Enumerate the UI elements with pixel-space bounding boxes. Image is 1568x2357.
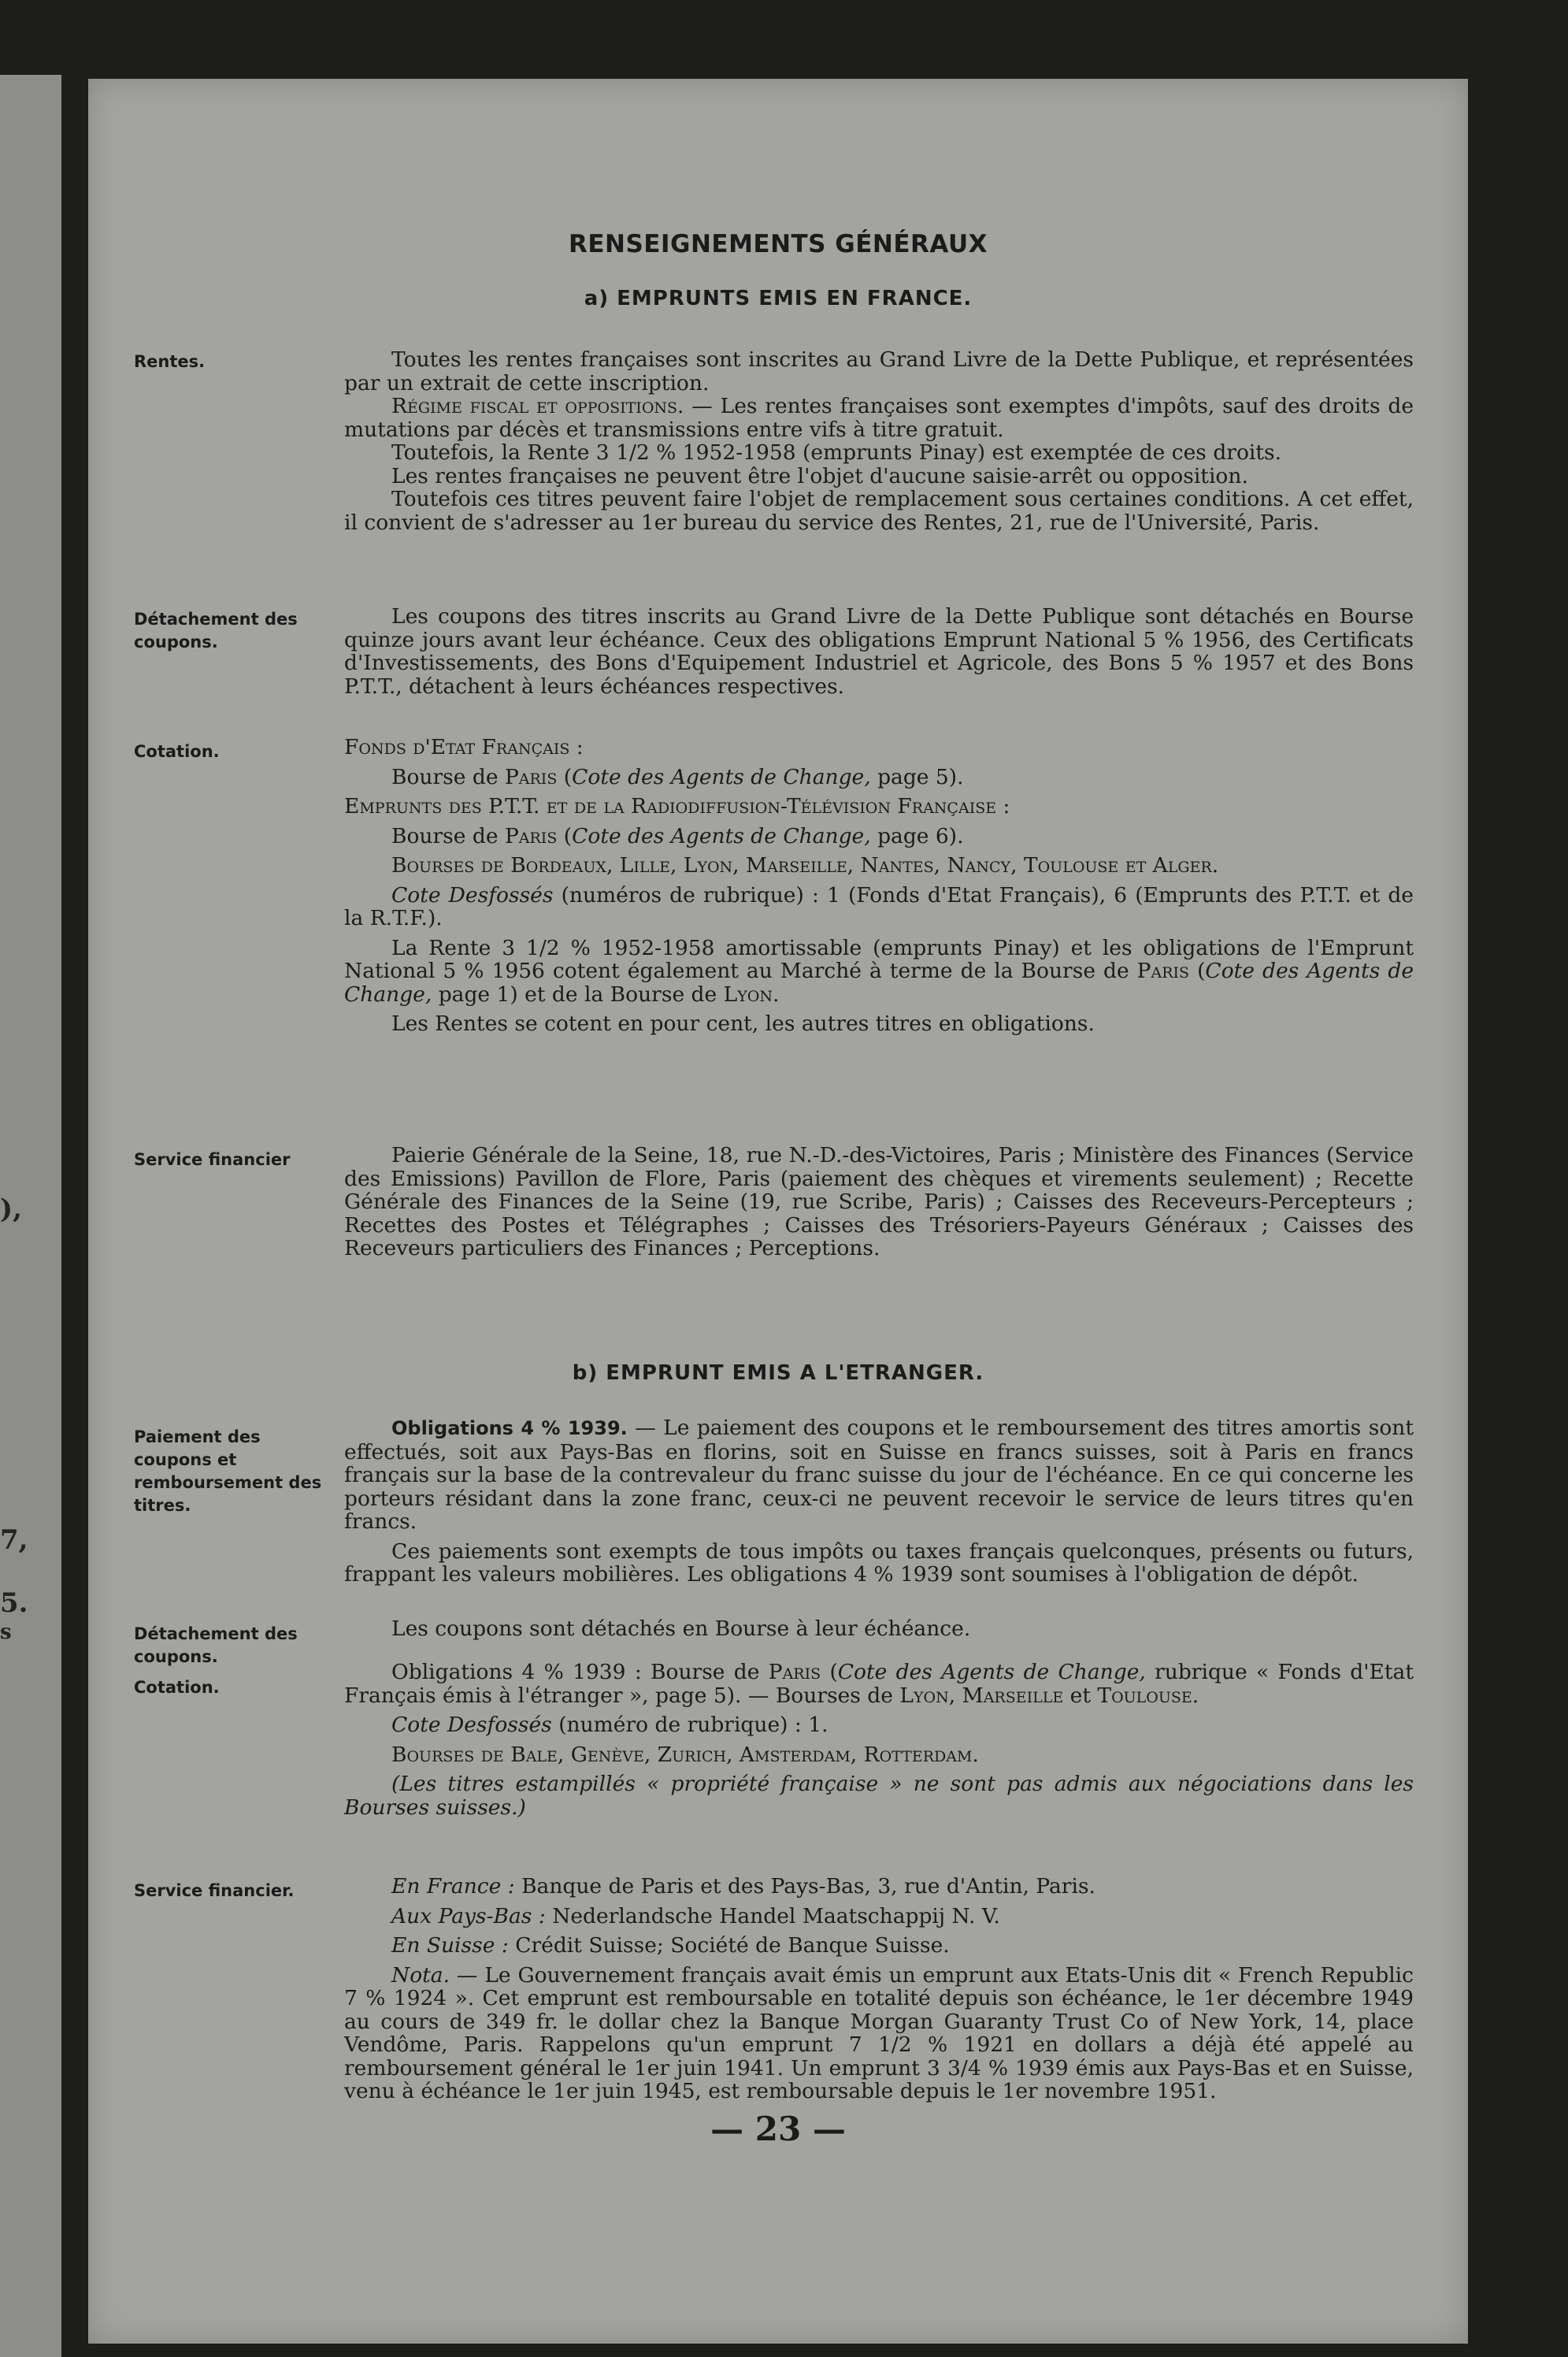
text-run: Crédit Suisse; Société de Banque Suisse. bbox=[508, 1933, 950, 1958]
margin-label-paiement: Paiement des coupons et remboursement des titres. bbox=[134, 1427, 322, 1515]
adjacent-page-fragment: s bbox=[0, 1620, 12, 1644]
paragraph: Paierie Générale de la Seine, 18, rue N.-D.-des-Victoires, Paris ; Ministère des Finances (Service des Emissions) Pavillon de Flore, Paris (paiement des chèques et virements seulement) ; Recette Générale des Finances de la Seine (19, rue Scribe, Paris) ; Caisses des Receveurs-Percepteurs ; Recettes des Postes et Télégraphes ; Caisses des Trésoriers-Payeurs Généraux ; Caisses des Receveurs particuliers des Finances ; Perceptions. bbox=[344, 1143, 1414, 1260]
text-run: rubrique « Fonds d'Etat Français émis à l'étranger », page 5). — Bourses de bbox=[344, 1660, 1414, 1708]
adjacent-page-fragment: ), bbox=[0, 1193, 22, 1225]
text-run: Banque de Paris et des Pays-Bas, 3, rue d'Antin, Paris. bbox=[514, 1874, 1095, 1899]
text-run: Toulouse. bbox=[1097, 1683, 1199, 1708]
text-run: Lyon, bbox=[899, 1683, 956, 1708]
text-run: Lyon. bbox=[723, 982, 780, 1007]
text-run: En Suisse : bbox=[391, 1933, 509, 1958]
page-title: RENSEIGNEMENTS GÉNÉRAUX bbox=[568, 230, 988, 258]
margin-label-detachement-b: Détachement des coupons. bbox=[134, 1624, 298, 1666]
text-run: — Le Gouvernement français avait émis un emprunt aux Etats-Unis dit « French Republic 7 % 1924 ». Cet emprunt est remboursable en totalité depuis son échéance, le 1er décembre 1949 au cours de 349 fr. le dollar chez la Banque Morgan Guaranty Trust Co of New York, 14, place Vendôme, Paris. Rappelons qu'un emprunt 7 1/2 % 1921 en dollars a déjà été appelé au remboursement général le 1er juin 1941. Un emprunt 3 3/4 % 1939 émis aux Pays-Bas et en Suisse, venu à échéance le 1er juin 1945, est remboursable depuis le 1er novembre 1951. bbox=[344, 1962, 1414, 2103]
text-run: Paris bbox=[768, 1660, 821, 1684]
paragraph: (Les titres estampillés « propriété française » ne sont pas admis aux négociations dans les Bourses suisses.) bbox=[344, 1772, 1414, 1820]
text-run: et bbox=[1063, 1683, 1098, 1708]
detachement-b-section bbox=[344, 1617, 1414, 1641]
text-run: (numéros de rubrique) : 1 (Fonds d'Etat Français), 6 (Emprunts des P.T.T. et de la R.T.F.). bbox=[344, 882, 1414, 930]
text-run: Aux Pays-Bas : bbox=[391, 1903, 546, 1928]
text-run: Cote des Agents de Change, bbox=[837, 1660, 1146, 1684]
text-run: Cote Desfossés bbox=[391, 1713, 552, 1737]
text-run: Cote Desfossés bbox=[391, 882, 554, 908]
margin-label-detachement: Détachement des coupons. bbox=[134, 610, 298, 651]
paragraph: Bourses de Bale, Genève, Zurich, Amsterdam, Rotterdam. bbox=[391, 1742, 979, 1767]
section-heading-b: b) EMPRUNT EMIS A L'ETRANGER. bbox=[572, 1361, 984, 1385]
paragraph: Bourses de Bordeaux, Lille, Lyon, Marseille, Nantes, Nancy, Toulouse et Alger. bbox=[391, 853, 1219, 878]
paiement-section bbox=[344, 1416, 1414, 1587]
margin-label-rentes: Rentes. bbox=[134, 352, 206, 371]
paragraph: Les coupons des titres inscrits au Grand Livre de la Dette Publique sont détachés en Bourse quinze jours avant leur échéance. Ceux des obligations Emprunt National 5 % 1956, des Certificats d'Investissements, des Bons d'Equipement Industriel et Agricole, des Bons 5 % 1957 et des Bons P.T.T., détachent à leurs échéances respectives. bbox=[344, 604, 1414, 699]
document-page bbox=[88, 79, 1468, 2344]
adjacent-page-strip bbox=[0, 75, 61, 2357]
section-heading-a: a) EMPRUNTS EMIS EN FRANCE. bbox=[584, 287, 973, 310]
margin-label-cotation: Cotation. bbox=[134, 742, 220, 761]
paragraph: Les Rentes se cotent en pour cent, les autres titres en obligations. bbox=[391, 1011, 1095, 1036]
text-run: page 5). bbox=[870, 764, 964, 789]
text-run: — Le paiement des coupons et le remboursement des titres amortis sont effectués, soit aux Pays-Bas en florins, soit en Suisse en francs suisses, soit à Paris en francs français sur la base de la contrevaleur du franc suisse du jour de l'échéance. En ce qui concerne les porteurs résidant dans la zone franc, ceux-ci ne peuvent recevoir le service de leurs titres qu'en francs. bbox=[344, 1416, 1414, 1534]
text-run: Nota. bbox=[391, 1962, 450, 1988]
paragraph: Toutefois, la Rente 3 1/2 % 1952-1958 (emprunts Pinay) est exemptée de ces droits. bbox=[391, 440, 1282, 465]
adjacent-page-fragment: 5. bbox=[0, 1587, 28, 1619]
text-run: Obligations 4 % 1939 : Bourse de bbox=[391, 1660, 769, 1684]
text-run: page 1) et de la Bourse de bbox=[432, 982, 724, 1007]
detachement-section bbox=[344, 605, 1414, 698]
text-run: La Rente 3 1/2 % 1952-1958 amortissable (emprunts Pinay) et les obligations de l'Emprunt National 5 % 1956 cotent également au Marché à terme de la Bourse de bbox=[344, 935, 1414, 983]
subheading: Fonds d'Etat Français : bbox=[344, 735, 584, 759]
text-run: Paris bbox=[504, 823, 558, 848]
text-run: Bourse de bbox=[391, 823, 505, 848]
paragraph: Toutefois ces titres peuvent faire l'objet de remplacement sous certaines conditions. A cet effet, il convient de s'adresser au 1er bureau du service des Rentes, 21, rue de l'Université, Paris. bbox=[344, 487, 1414, 535]
paragraph: Toutes les rentes françaises sont inscrites au Grand Livre de la Dette Publique, et représentées par un extrait de cette inscription. bbox=[344, 347, 1414, 395]
subheading: Emprunts des P.T.T. et de la Radiodiffusion-Télévision Française : bbox=[344, 794, 1010, 818]
text-run: (numéro de rubrique) : 1. bbox=[551, 1713, 828, 1737]
run-in-heading: Régime fiscal et oppositions. bbox=[391, 394, 684, 418]
service-financier-section bbox=[344, 1144, 1414, 1260]
paragraph: Ces paiements sont exempts de tous impôts ou taxes français quelconques, présents ou futurs, frappant les valeurs mobilières. Les obligations 4 % 1939 sont soumises à l'obligation de dépôt. bbox=[344, 1539, 1414, 1587]
text-run: Cote des Agents de Change, bbox=[572, 823, 871, 848]
adjacent-page-fragment: 7, bbox=[0, 1524, 28, 1556]
text-run: Nederlandsche Handel Maatschappij N. V. bbox=[545, 1903, 1000, 1928]
margin-label-service-financier: Service financier bbox=[134, 1150, 291, 1169]
rentes-section bbox=[344, 348, 1414, 534]
text-run: Cote des Agents de Change, bbox=[344, 959, 1414, 1007]
paragraph: — Les rentes françaises sont exemptes d'impôts, sauf des droits de mutations par décès et transmissions entre vifs à titre gratuit. bbox=[344, 394, 1414, 442]
page-number: — 23 — bbox=[710, 2110, 846, 2148]
service-financier-b-section bbox=[344, 1875, 1414, 2103]
paragraph: Les rentes françaises ne peuvent être l'objet d'aucune saisie-arrêt ou opposition. bbox=[391, 463, 1248, 488]
cotation-section: Fonds d'Etat Français : Bourse de Paris (Cote des Agents de Change, page 5). Emprunts des P.T.T. et de la Radiodiffusion-Télévision Française : Bourse de Paris (Cote des Agents de Change, page 6). Bourses de Bordeaux, Lille, Lyon, Marseille, Nantes, Nancy, Toulouse et Alger. Cote Desfossés (numéros de rubrique) : 1 (Fonds d'Etat Français), 6 (Emprunts des P.T.T. et de la R.T.F.). La Rente 3 1/2 % 1952-1958 amortissable (emprunts Pinay) et les obligations de l'Emprunt National 5 % 1956 cotent également au Marché à terme de la Bourse de Paris (Cote des Agents de Change, page 1) et de la Bourse de Lyon. Les Rentes se cotent en pour cent, les autres titres en obligations. bbox=[344, 735, 1414, 1036]
text-run: Bourse de bbox=[391, 764, 505, 789]
cotation-b-section: Obligations 4 % 1939 : Bourse de Paris (Cote des Agents de Change, rubrique « Fonds d'Etat Français émis à l'étranger », page 5). — Bourses de Lyon, Marseille et Toulouse. Cote Desfossés (numéro de rubrique) : 1. Bourses de Bale, Genève, Zurich, Amsterdam, Rotterdam. (Les titres estampillés « propriété française » ne sont pas admis aux négociations dans les Bourses suisses.) bbox=[344, 1660, 1414, 1820]
text-run: Paris bbox=[504, 764, 558, 789]
text-run: Paris bbox=[1136, 959, 1190, 983]
text-run: Marseille bbox=[962, 1683, 1064, 1708]
run-in-heading: Obligations 4 % 1939. bbox=[391, 1417, 628, 1439]
margin-label-service-financier-b: Service financier. bbox=[134, 1881, 295, 1900]
text-run: En France : bbox=[391, 1874, 515, 1899]
text-run: page 6). bbox=[870, 823, 964, 848]
text-run: Cote des Agents de Change, bbox=[572, 764, 871, 789]
margin-label-cotation-b: Cotation. bbox=[134, 1678, 220, 1697]
paragraph: Les coupons sont détachés en Bourse à leur échéance. bbox=[391, 1616, 971, 1641]
